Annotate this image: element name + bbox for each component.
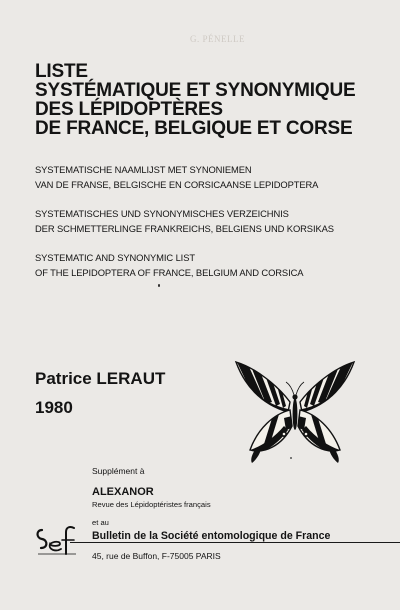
divider-rule — [70, 542, 400, 543]
conjunction-label: et au — [92, 518, 109, 527]
subtitle-line: DER SCHMETTERLINGE FRANKREICHS, BELGIENS UND KORSIKAS — [35, 223, 334, 234]
title-line: DES LÉPIDOPTÈRES — [35, 99, 223, 120]
subtitle-line: SYSTEMATIC AND SYNONYMIC LIST — [35, 252, 195, 263]
supplement-label: Supplément à — [92, 466, 145, 476]
publisher-address: 45, rue de Buffon, F-75005 PARIS — [92, 551, 221, 561]
subtitle-line: SYSTEMATISCHE NAAMLIJST MET SYNONIEMEN — [35, 164, 252, 175]
ownership-stamp: G. PÉNELLE — [190, 34, 245, 44]
title-line: DE FRANCE, BELGIQUE ET CORSE — [35, 118, 353, 139]
sef-logo — [32, 524, 78, 560]
title-line: SYSTÉMATIQUE ET SYNONYMIQUE — [35, 80, 356, 101]
publication-year: 1980 — [35, 398, 73, 417]
subtitle-line: SYSTEMATISCHES UND SYNONYMISCHES VERZEICHNIS — [35, 208, 289, 219]
author-name: Patrice LERAUT — [35, 369, 166, 388]
print-speck — [158, 284, 160, 287]
journal-name: ALEXANOR — [92, 486, 154, 498]
subtitle-line: OF THE LEPIDOPTERA OF FRANCE, BELGIUM AND CORSICA — [35, 267, 304, 278]
title-line: LISTE — [35, 61, 88, 82]
cover-title — [35, 62, 390, 138]
journal-subtitle: Revue des Lépidoptéristes français — [92, 500, 211, 509]
subtitle-line: VAN DE FRANSE, BELGISCHE EN CORSICAANSE LEPIDOPTERA — [35, 179, 319, 190]
subtitle-german — [35, 206, 395, 236]
bulletin-name: Bulletin de la Société entomologique de France — [92, 530, 331, 542]
swallowtail-butterfly-icon — [234, 356, 356, 464]
print-speck — [290, 457, 292, 459]
subtitle-dutch — [35, 162, 395, 192]
subtitle-english — [35, 250, 395, 280]
